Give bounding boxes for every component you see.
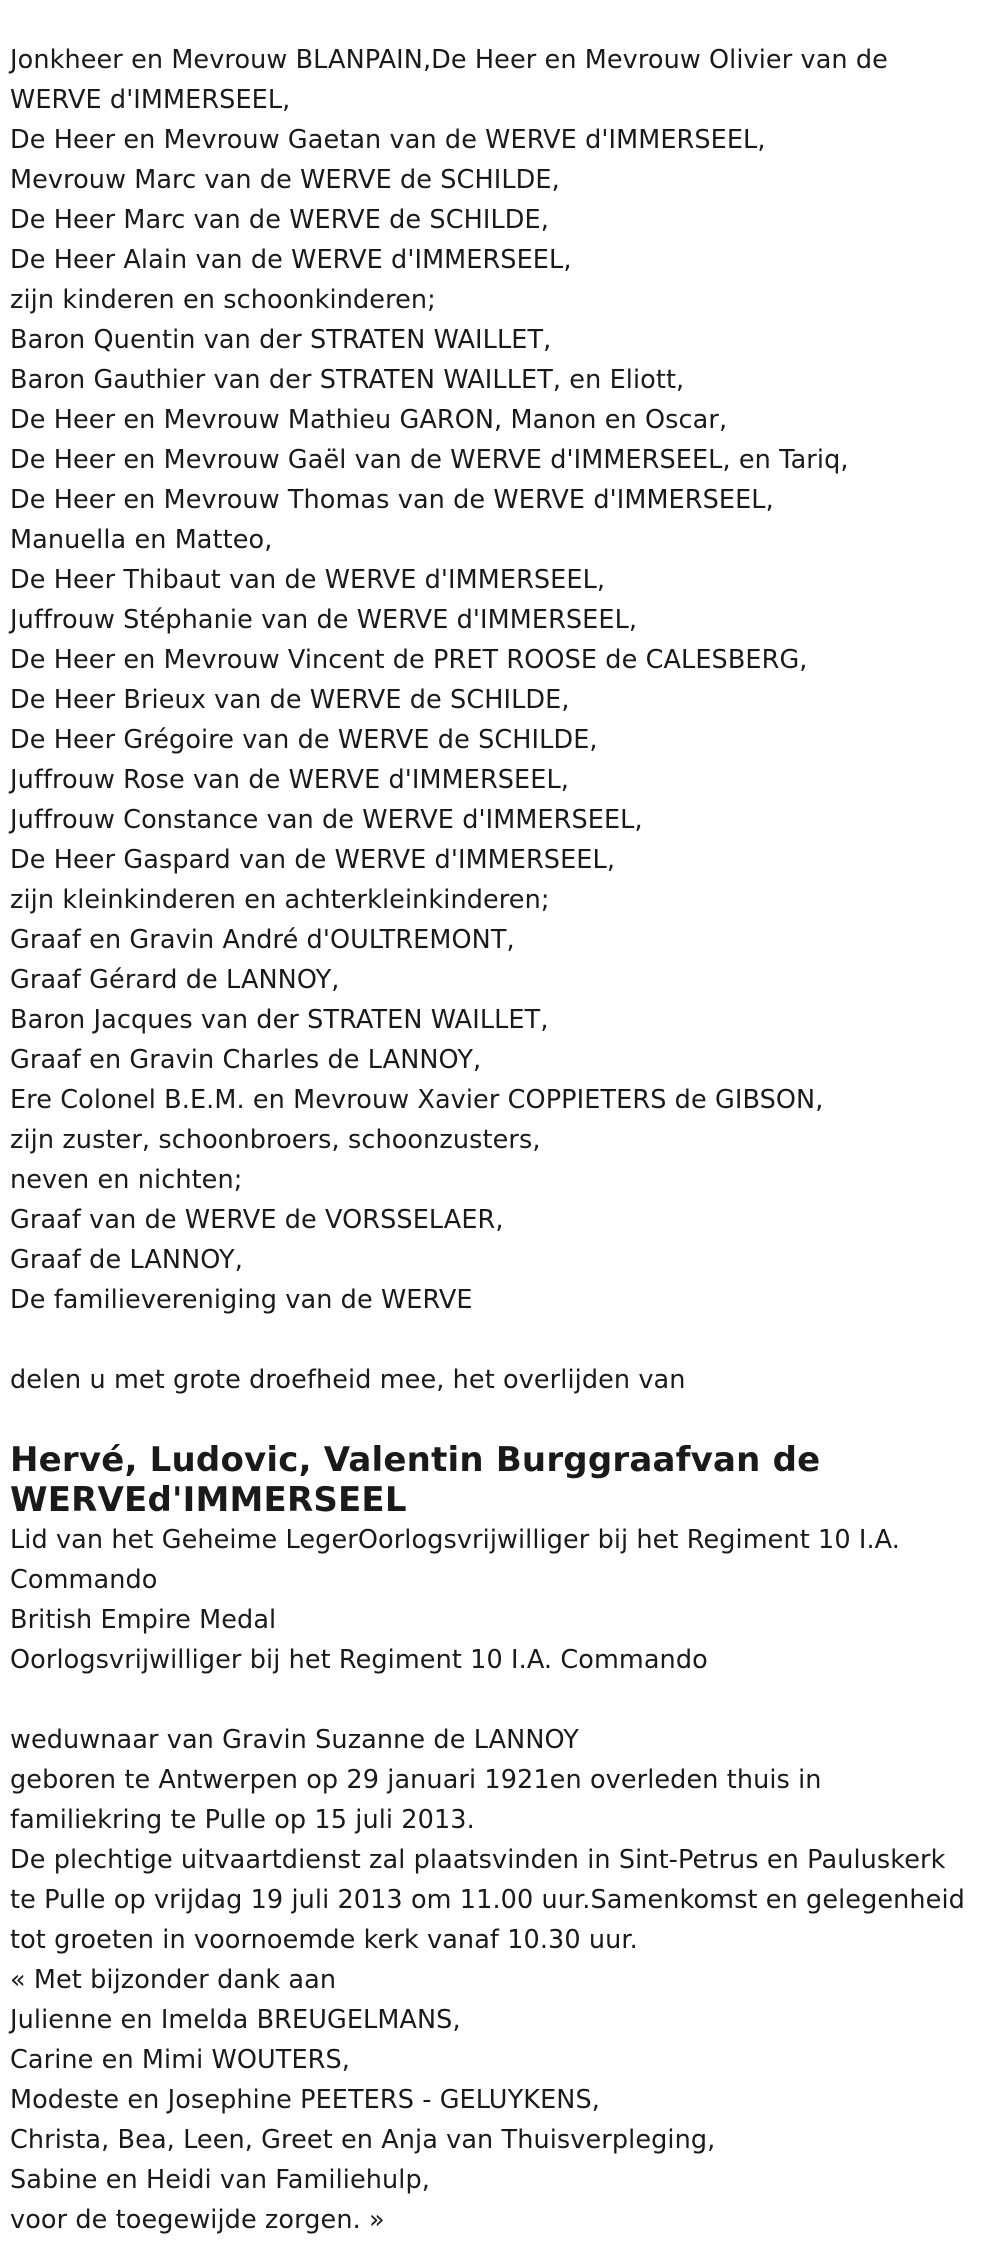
family-line: De Heer en Mevrouw Gaël van de WERVE d'IMMERSEEL, en Tariq, bbox=[10, 445, 849, 475]
family-line: De Heer en Mevrouw Mathieu GARON, Manon en Oscar, bbox=[10, 405, 728, 435]
family-line: Graaf en Gravin André d'OULTREMONT, bbox=[10, 925, 515, 955]
family-line: Jonkheer en Mevrouw BLANPAIN,De Heer en Mevrouw Olivier van de bbox=[10, 45, 888, 75]
deceased-name bbox=[10, 1440, 995, 1520]
family-line: Manuella en Matteo, bbox=[10, 525, 273, 555]
detail-line: « Met bijzonder dank aan bbox=[10, 1965, 337, 1995]
family-line: De Heer Alain van de WERVE d'IMMERSEEL, bbox=[10, 245, 572, 275]
family-line: Graaf en Gravin Charles de LANNOY, bbox=[10, 1045, 482, 1075]
family-line: De Heer en Mevrouw Vincent de PRET ROOSE de CALESBERG, bbox=[10, 645, 808, 675]
detail-line: familiekring te Pulle op 15 juli 2013. bbox=[10, 1805, 475, 1835]
title-line: Lid van het Geheime LegerOorlogsvrijwilliger bij het Regiment 10 I.A. bbox=[10, 1525, 900, 1555]
detail-line: tot groeten in voornoemde kerk vanaf 10.30 uur. bbox=[10, 1925, 638, 1955]
deceased-name-line: Hervé, Ludovic, Valentin Burggraafvan de bbox=[10, 1440, 821, 1480]
family-line: De familievereniging van de WERVE bbox=[10, 1285, 473, 1315]
detail-line: De plechtige uitvaartdienst zal plaatsvinden in Sint-Petrus en Pauluskerk bbox=[10, 1845, 946, 1875]
family-line: De Heer en Mevrouw Gaetan van de WERVE d'IMMERSEEL, bbox=[10, 125, 766, 155]
family-line: Baron Gauthier van der STRATEN WAILLET, en Eliott, bbox=[10, 365, 685, 395]
detail-line: voor de toegewijde zorgen. » bbox=[10, 2205, 385, 2235]
family-line: Mevrouw Marc van de WERVE de SCHILDE, bbox=[10, 165, 560, 195]
family-line: De Heer Grégoire van de WERVE de SCHILDE, bbox=[10, 725, 598, 755]
family-list bbox=[10, 40, 995, 1320]
announcement-text: delen u met grote droefheid mee, het overlijden van bbox=[10, 1365, 686, 1395]
spacer bbox=[10, 1400, 995, 1440]
details-section bbox=[10, 1720, 995, 2240]
family-line: zijn kleinkinderen en achterkleinkinderen; bbox=[10, 885, 550, 915]
detail-line: Julienne en Imelda BREUGELMANS, bbox=[10, 2005, 461, 2035]
family-line: zijn zuster, schoonbroers, schoonzusters, bbox=[10, 1125, 541, 1155]
family-line: De Heer Gaspard van de WERVE d'IMMERSEEL, bbox=[10, 845, 616, 875]
deceased-titles bbox=[10, 1520, 995, 1680]
detail-line: Christa, Bea, Leen, Greet en Anja van Thuisverpleging, bbox=[10, 2125, 716, 2155]
family-line: WERVE d'IMMERSEEL, bbox=[10, 85, 291, 115]
family-line: Baron Quentin van der STRATEN WAILLET, bbox=[10, 325, 552, 355]
family-line: Juffrouw Stéphanie van de WERVE d'IMMERSEEL, bbox=[10, 605, 638, 635]
obituary-document bbox=[10, 40, 995, 2240]
family-line: De Heer Brieux van de WERVE de SCHILDE, bbox=[10, 685, 570, 715]
detail-line: weduwnaar van Gravin Suzanne de LANNOY bbox=[10, 1725, 579, 1755]
detail-line: Sabine en Heidi van Familiehulp, bbox=[10, 2165, 430, 2195]
detail-line: te Pulle op vrijdag 19 juli 2013 om 11.00 uur.Samenkomst en gelegenheid bbox=[10, 1885, 965, 1915]
family-line: Graaf Gérard de LANNOY, bbox=[10, 965, 340, 995]
title-line: Commando bbox=[10, 1565, 158, 1595]
family-line: Graaf de LANNOY, bbox=[10, 1245, 243, 1275]
detail-line: geboren te Antwerpen op 29 januari 1921en overleden thuis in bbox=[10, 1765, 822, 1795]
detail-line: Modeste en Josephine PEETERS - GELUYKENS, bbox=[10, 2085, 600, 2115]
family-line: De Heer en Mevrouw Thomas van de WERVE d'IMMERSEEL, bbox=[10, 485, 774, 515]
spacer bbox=[10, 1680, 995, 1720]
title-line: British Empire Medal bbox=[10, 1605, 277, 1635]
detail-line: Carine en Mimi WOUTERS, bbox=[10, 2045, 350, 2075]
family-line: Graaf van de WERVE de VORSSELAER, bbox=[10, 1205, 504, 1235]
family-line: neven en nichten; bbox=[10, 1165, 243, 1195]
family-line: De Heer Marc van de WERVE de SCHILDE, bbox=[10, 205, 549, 235]
spacer bbox=[10, 1320, 995, 1360]
family-line: Juffrouw Constance van de WERVE d'IMMERSEEL, bbox=[10, 805, 643, 835]
title-line: Oorlogsvrijwilliger bij het Regiment 10 I.A. Commando bbox=[10, 1645, 708, 1675]
family-line: zijn kinderen en schoonkinderen; bbox=[10, 285, 436, 315]
deceased-name-line: WERVEd'IMMERSEEL bbox=[10, 1480, 407, 1520]
family-line: Juffrouw Rose van de WERVE d'IMMERSEEL, bbox=[10, 765, 569, 795]
family-line: De Heer Thibaut van de WERVE d'IMMERSEEL, bbox=[10, 565, 606, 595]
family-line: Ere Colonel B.E.M. en Mevrouw Xavier COPPIETERS de GIBSON, bbox=[10, 1085, 824, 1115]
family-line: Baron Jacques van der STRATEN WAILLET, bbox=[10, 1005, 549, 1035]
